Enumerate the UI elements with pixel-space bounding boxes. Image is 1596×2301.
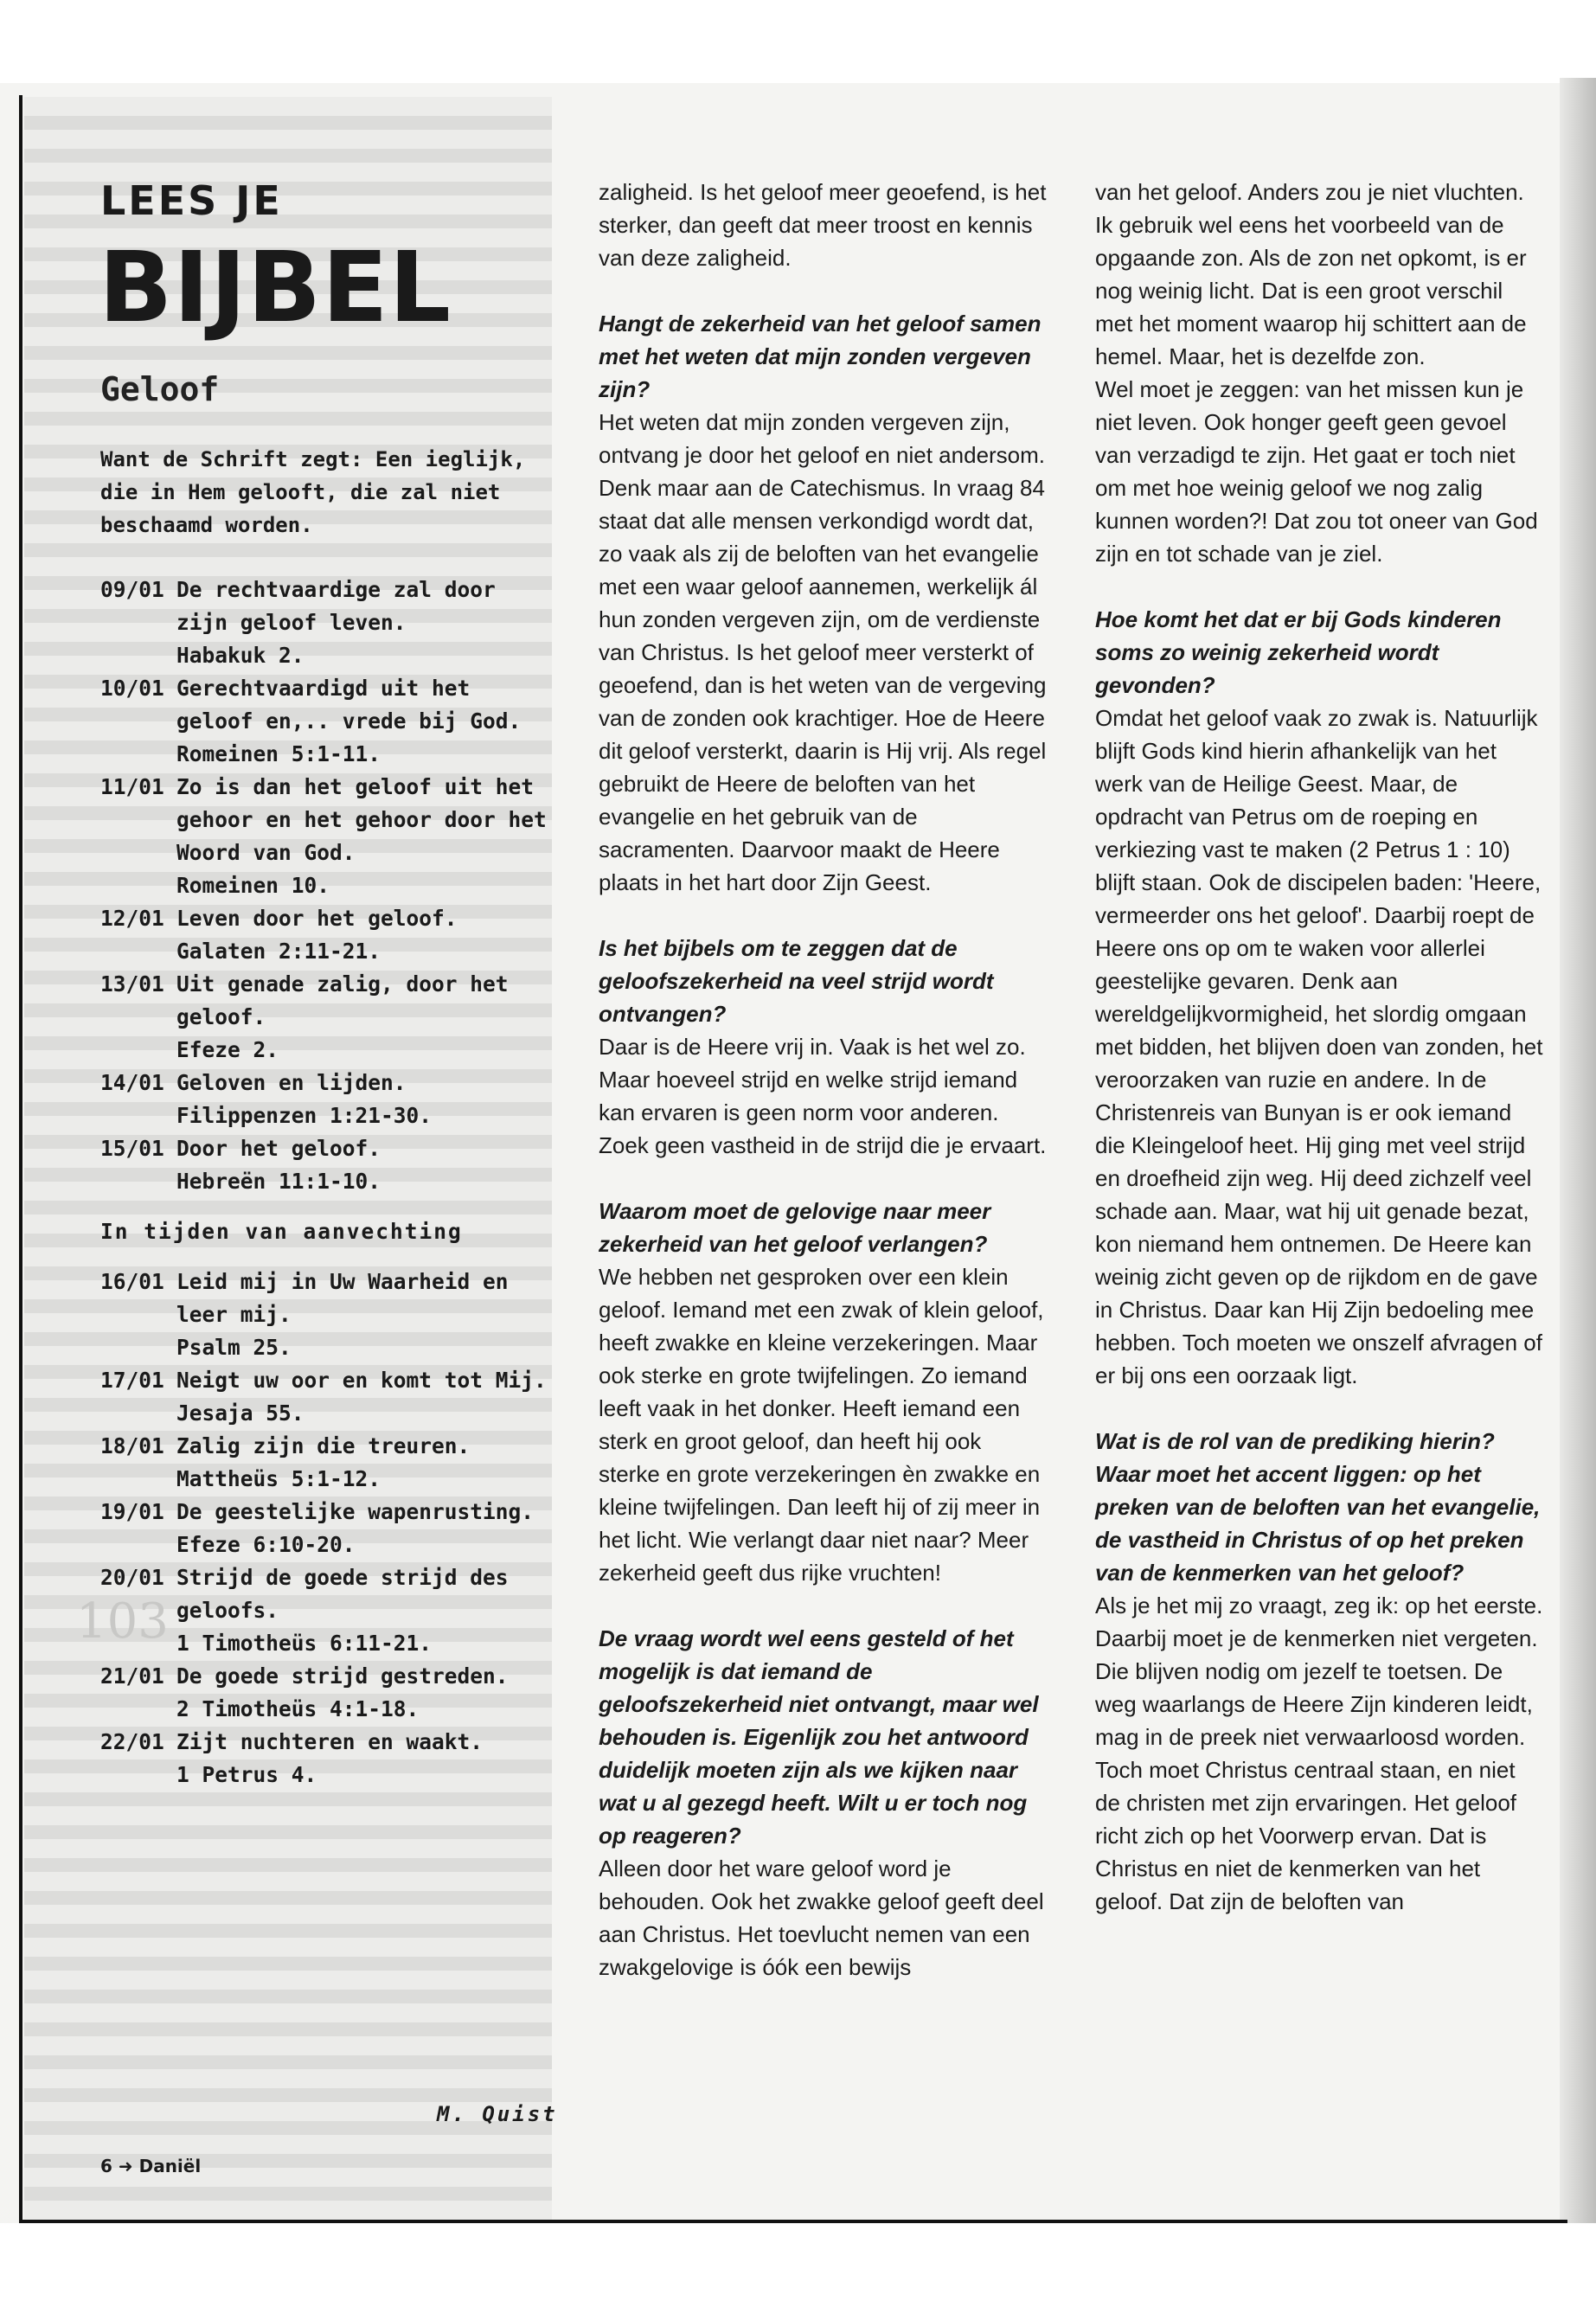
author-name: M. Quist	[437, 2102, 558, 2126]
interview-question: De vraag wordt wel eens gesteld of het mogelijk is dat iemand de geloofszekerheid niet ontvangt, maar wel behouden is. Eigenlijk zou het antwoord duidelijk moeten zijn als we kijken naar wat u al gezegd heeft. Wilt u er toch nog op reageren?	[599, 1625, 1039, 1849]
reading-body	[176, 1132, 550, 1198]
paragraph: zaligheid. Is het geloof meer geoefend, is het sterker, dan geeft dat meer troost en kennis van deze zaligheid.	[599, 179, 1047, 271]
scan-margin-top	[0, 0, 1596, 83]
reading-text: Uit genade zalig, door het geloof.	[176, 971, 509, 1029]
reading-text: Zalig zijn die treuren.	[176, 1433, 471, 1458]
reading-text: Neigt uw oor en komt tot Mij.	[176, 1368, 547, 1393]
interview-question: Hangt de zekerheid van het geloof samen met het weten dat mijn zonden vergeven zijn?	[599, 311, 1042, 402]
reading-text: De rechtvaardige zal door zijn geloof leven.	[176, 577, 496, 635]
reading-reference: Psalm 25.	[176, 1335, 292, 1360]
reading-text: Strijd de goede strijd des geloofs.	[176, 1565, 509, 1623]
reading-body	[176, 902, 550, 968]
reading-item	[100, 1496, 550, 1561]
reading-reference: 2 Timotheüs 4:1-18.	[176, 1696, 420, 1721]
reading-text: Door het geloof.	[176, 1136, 381, 1161]
reading-text: Geloven en lijden.	[176, 1070, 407, 1095]
paragraph: Toch moet Christus centraal staan, en niet de christen met zijn ervaringen. Het geloof richt zich op het Voorwerp ervan. Dat is Christus en niet de kenmerken van het geloof. Dat zijn de beloften van	[1095, 1757, 1517, 1914]
reading-date: 13/01	[100, 971, 164, 997]
intro-verse: Want de Schrift zegt: Een ieglijk, die in Hem gelooft, die zal niet beschaamd worden.	[100, 447, 526, 537]
reading-reference: Habakuk 2.	[176, 643, 304, 668]
reading-body	[176, 1660, 550, 1726]
reading-item	[100, 902, 550, 968]
left-border-line	[19, 95, 22, 2223]
reading-date: 21/01	[100, 1663, 164, 1689]
page-footer: 6 ➜ Daniël	[100, 2156, 202, 2176]
reading-body	[176, 1266, 550, 1364]
bottom-border-line	[19, 2220, 1567, 2223]
reading-date: 17/01	[100, 1368, 164, 1393]
background-bible-texture: 103	[76, 1593, 169, 1650]
reading-reference: Efeze 2.	[176, 1037, 279, 1062]
reading-body	[176, 1726, 550, 1791]
reading-reference: 1 Timotheüs 6:11-21.	[176, 1631, 433, 1656]
reading-reference: 1 Petrus 4.	[176, 1762, 317, 1787]
reading-reference: Filippenzen 1:21-30.	[176, 1103, 433, 1128]
reading-date: 22/01	[100, 1729, 164, 1754]
reading-item	[100, 771, 550, 902]
reading-text: Leven door het geloof.	[176, 906, 458, 931]
reading-item	[100, 968, 550, 1067]
reading-reference: Hebreën 11:1-10.	[176, 1169, 381, 1194]
reading-item	[100, 1132, 550, 1198]
reading-item	[100, 1430, 550, 1496]
reading-date: 12/01	[100, 906, 164, 931]
reading-date: 16/01	[100, 1269, 164, 1294]
reading-reference: Romeinen 10.	[176, 873, 330, 898]
reading-text: De geestelijke wapenrusting.	[176, 1499, 535, 1524]
paragraph: We hebben net gesproken over een klein geloof. Iemand met een zwak of klein geloof, heeft zwakke en kleine verzekeringen. Maar ook sterke en grote twijfelingen. Zo iemand leeft vaak in het donker. Heeft iemand een sterk en groot geloof, dan heeft hij ook sterke en grote verzekeringen èn zwakke en kleine twijfelingen. Dan leeft hij of zij meer in het licht. Wie verlangt daar niet naar? Meer zekerheid geeft dus rijke vruchten!	[599, 1264, 1044, 1586]
reading-item	[100, 1067, 550, 1132]
reading-body	[176, 1496, 550, 1561]
reading-list-aanvechting	[100, 1266, 550, 1791]
section-kicker: LEES JE	[100, 177, 283, 224]
reading-body	[176, 1561, 550, 1660]
interview-question: Wat is de rol van de prediking hierin? Waar moet het accent liggen: op het preken van de beloften van het evangelie, de vastheid in Christus of op het preken van de kenmerken van het geloof?	[1095, 1428, 1541, 1586]
reading-body	[176, 968, 550, 1067]
reading-date: 20/01	[100, 1565, 164, 1590]
page-fold-shadow	[1560, 78, 1596, 2240]
page-subtitle: Geloof	[100, 370, 220, 408]
reading-date: 11/01	[100, 774, 164, 799]
reading-text: Zijt nuchteren en waakt.	[176, 1729, 484, 1754]
paragraph: van het geloof. Anders zou je niet vluchten. Ik gebruik wel eens het voorbeeld van de opgaande zon. Als de zon net opkomt, is er nog weinig licht. Dat is een groot verschil met het moment waarop hij schittert aan de hemel. Maar, het is dezelfde zon.	[1095, 179, 1527, 369]
paragraph: Alleen door het ware geloof word je behouden. Ook het zwakke geloof geeft deel aan Christus. Het toevlucht nemen van een zwakgelovige is óók een bewijs	[599, 1856, 1044, 1980]
paragraph: Het weten dat mijn zonden vergeven zijn, ontvang je door het geloof en niet andersom. Denk maar aan de Catechismus. In vraag 84 staat dat alle mensen verkondigd wordt dat, zo vaak als zij de beloften van het evangelie met een waar geloof aannemen, werkelijk ál hun zonden vergeven zijn, om de verdienste van Christus. Is het geloof meer versterkt of geoefend, dan is het weten van de vergeving van de zonden ook krachtiger. Hoe de Heere dit geloof versterkt, daarin is Hij vrij. Als regel gebruikt de Heere de beloften van het evangelie en het gebruik van de sacramenten. Daarvoor maakt de Heere plaats in het hart door Zijn Geest.	[599, 409, 1047, 895]
reading-body	[176, 1364, 550, 1430]
reading-date: 18/01	[100, 1433, 164, 1458]
reading-body	[176, 1067, 550, 1132]
reading-item	[100, 1726, 550, 1791]
reading-reference: Mattheüs 5:1-12.	[176, 1466, 381, 1491]
interview-question: Is het bijbels om te zeggen dat de geloofszekerheid na veel strijd wordt ontvangen?	[599, 935, 994, 1027]
reading-date: 19/01	[100, 1499, 164, 1524]
reading-reference: Galaten 2:11-21.	[176, 939, 381, 964]
reading-date: 10/01	[100, 676, 164, 701]
paragraph: Daar is de Heere vrij in. Vaak is het wel zo. Maar hoeveel strijd en welke strijd iemand kan ervaren is geen norm voor anderen. Zoek geen vastheid in de strijd die je ervaart.	[599, 1034, 1047, 1158]
reading-reference: Jesaja 55.	[176, 1400, 304, 1426]
reading-list-geloof	[100, 574, 550, 1198]
section-heading: In tijden van aanvechting	[100, 1219, 463, 1244]
reading-body	[176, 672, 550, 771]
reading-date: 09/01	[100, 577, 164, 602]
paragraph: Wel moet je zeggen: van het missen kun je niet leven. Ook honger geeft geen gevoel van verzadigd te zijn. Het gaat er toch niet om met hoe weinig geloof we nog zalig kunnen worden?! Dat zou tot oneer van God zijn en tot schade van je ziel.	[1095, 376, 1538, 567]
reading-text: Gerechtvaardigd uit het geloof en,.. vrede bij God.	[176, 676, 522, 734]
paragraph: Als je het mij zo vraagt, zeg ik: op het eerste. Daarbij moet je de kenmerken niet vergeten. Die blijven nodig om jezelf te toetsen. De weg waarlangs de Heere Zijn kinderen leidt, mag in de preek niet verwaarloosd worden.	[1095, 1593, 1543, 1750]
reading-date: 14/01	[100, 1070, 164, 1095]
reading-item	[100, 672, 550, 771]
reading-item	[100, 1266, 550, 1364]
scan-margin-bottom	[0, 2223, 1596, 2301]
page-title: BIJBEL	[99, 232, 452, 344]
reading-item	[100, 574, 550, 672]
reading-text: Zo is dan het geloof uit het gehoor en het gehoor door het Woord van God.	[176, 774, 547, 865]
article-column-middle	[599, 176, 1048, 1984]
reading-date: 15/01	[100, 1136, 164, 1161]
reading-body	[176, 1430, 550, 1496]
reading-item	[100, 1660, 550, 1726]
paragraph: Omdat het geloof vaak zo zwak is. Natuurlijk blijft Gods kind hierin afhankelijk van het werk van de Heilige Geest. Maar, de opdracht van Petrus om de roeping en verkiezing vast te maken (2 Petrus 1 : 10) blijft staan. Ook de discipelen baden: 'Heere, vermeerder ons het geloof'. Daarbij roept de Heere ons op om te waken voor allerlei geestelijke gevaren. Denk aan wereldgelijkvormigheid, het slordig omgaan met bidden, het blijven doen van zonden, het veroorzaken van ruzie en andere. In de Christenreis van Bunyan is er ook iemand die Kleingeloof heet. Hij ging met veel strijd en droefheid zijn weg. Hij deed zichzelf veel schade aan. Maar, wat hij uit genade bezat, kon niemand hem ontnemen. De Heere kan weinig zicht geven op de rijkdom en de gave in Christus. Daar kan Hij Zijn bedoeling mee hebben. Toch moeten we onszelf afvragen of er bij ons een oorzaak ligt.	[1095, 705, 1543, 1388]
reading-reference: Romeinen 5:1-11.	[176, 741, 381, 766]
reading-schedule	[100, 574, 550, 1791]
interview-question: Hoe komt het dat er bij Gods kinderen soms zo weinig zekerheid wordt gevonden?	[1095, 606, 1502, 698]
interview-question: Waarom moet de gelovige naar meer zekerheid van het geloof verlangen?	[599, 1198, 991, 1257]
reading-body	[176, 771, 550, 902]
reading-item	[100, 1364, 550, 1430]
article-column-right	[1095, 176, 1545, 1918]
reading-reference: Efeze 6:10-20.	[176, 1532, 356, 1557]
reading-item	[100, 1561, 550, 1660]
reading-text: De goede strijd gestreden.	[176, 1663, 509, 1689]
reading-text: Leid mij in Uw Waarheid en leer mij.	[176, 1269, 509, 1327]
reading-body	[176, 574, 550, 672]
